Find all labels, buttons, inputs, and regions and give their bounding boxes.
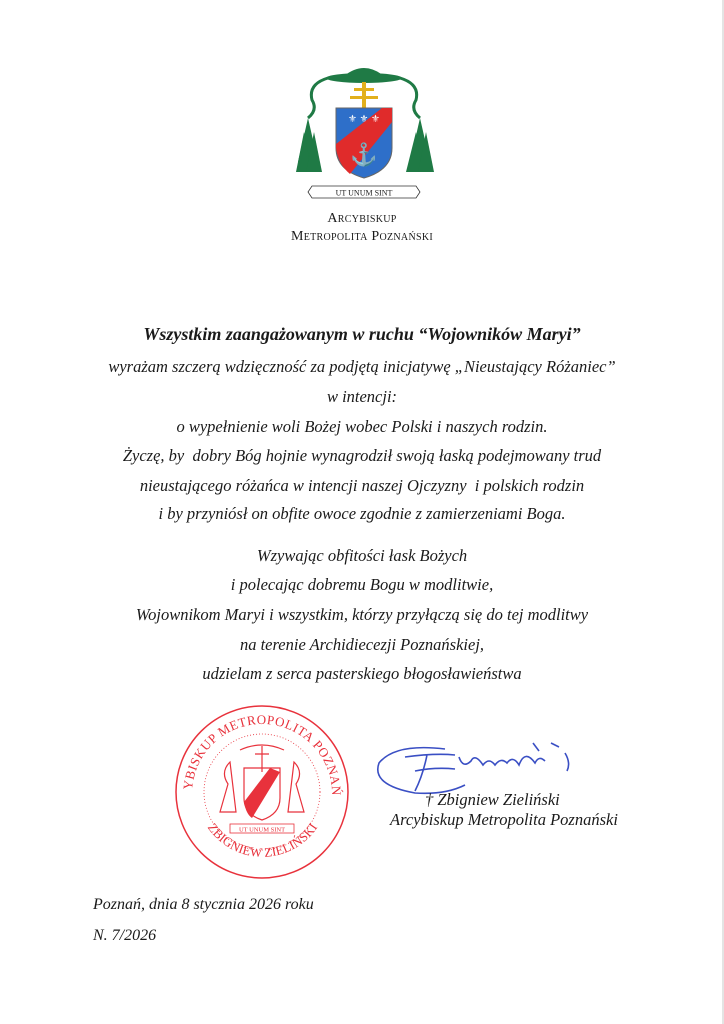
body-line: nieustającego różańca w intencji naszej Ojczyzny i polskich rodzin [139,476,585,495]
blessing-line: Wzywając obfitości łask Bożych [256,546,468,565]
body-line: i by przyniósł on obfite owoce zgodnie z zamierzeniami Boga. [158,504,566,523]
place-and-date: Poznań, dnia 8 stycznia 2026 roku [93,896,314,913]
official-seal [170,702,355,882]
greeting: Wszystkim zaangażowanym w ruchu “Wojowników Maryi” [143,324,581,344]
body-line: w intencji: [326,387,398,406]
svg-text:⚓: ⚓ [350,142,378,167]
body-line: wyrażam szczerą wdzięczność za podjętą inicjatywę „Nieustający Różaniec” [108,357,616,376]
body-line: Życzę, by dobry Bóg hojnie wynagrodził swoją łaską podejmowany trud [122,446,602,465]
motto: UT UNUM SINT [335,188,393,198]
seal-motto: UT UNUM SINT [238,826,286,834]
blessing-line: udzielam z serca pasterskiego błogosławieństwa [202,664,522,683]
signatory-title: Arcybiskup Metropolita Poznański [390,810,618,829]
blessing-line: Wojownikom Maryi i wszystkim, którzy przyłączą się do tej modlitwy [135,605,589,624]
blessing-line: na terenie Archidiecezji Poznańskiej, [239,635,485,654]
seal-bottom-text: ZBIGNIEW ZIELIŃSKI [204,819,321,861]
issuer-title: Arcybiskup [327,211,397,226]
coat-of-arms [294,52,434,202]
issuer-subtitle: Metropolita Poznański [290,229,433,244]
seal-top-text: YBISKUP METROPOLITA POZNAŃ [180,711,345,797]
signatory-name: † Zbigniew Zieliński [425,790,560,809]
body-line: o wypełnienie woli Bożej wobec Polski i naszych rodzin. [176,417,548,436]
blessing-line: i polecając dobremu Bogu w modlitwie, [230,575,494,594]
document-number: N. 7/2026 [93,927,157,944]
svg-text:⚜ ⚜ ⚜: ⚜ ⚜ ⚜ [348,114,380,125]
svg-text:ARCYBISKUP METROPOLITA POZNAŃS [170,702,344,796]
